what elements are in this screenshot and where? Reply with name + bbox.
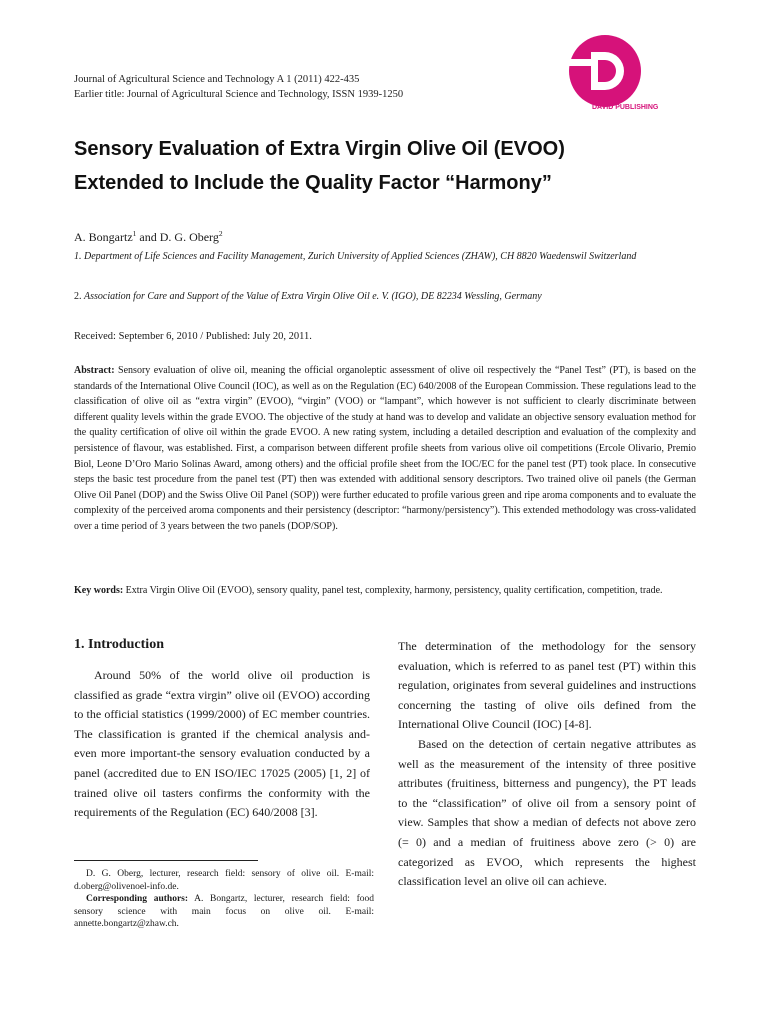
- author-2: D. G. Oberg: [159, 230, 219, 244]
- author-1: A. Bongartz: [74, 230, 133, 244]
- right-column: [398, 637, 696, 892]
- affiliation-2-text: Association for Care and Support of the Value of Extra Virgin Olive Oil e. V. (IGO), DE 82234 Wessling, Germany: [84, 291, 542, 302]
- footnote-1: D. G. Oberg, lecturer, research field: sensory of olive oil. E-mail: d.oberg@olivenoel-info.de.: [74, 869, 374, 892]
- affiliation-1: [74, 248, 698, 266]
- abstract-text: Sensory evaluation of olive oil, meaning the official organoleptic assessment of olive oil respectively the “Panel Test” (PT), is based on the standards of the International Olive Council (IOC), as well as on the Regulation (EC) 640/2008 of the European Commission. These regulations lead to the classification of olive oil as “extra virgin” (EVOO), “virgin” (VOO) or “lampant”, which however is not sufficient to clearly discriminate between different quality levels within the grade EVOO. The objective of the study at hand was to develop and validate an objective sensory evaluation method for the quality certification of olive oil within the grade EVOO. A new rating system, including a detailed description and evaluation of the complexity and persistence of flavour, was established. First, a comparison between different profile sheets from various olive oil competitions (Ercole Olivario, Premio Biol, Leone D’Oro Mario Solinas Award, among others) and the official profile sheet from the IOC/EC for the panel test (PT) took place. In consecutive steps the basic test procedure from the panel test (PT) then was extended with additional sensory descriptors. Two trained olive oil panels (the German Olive Oil Panel (DOP) and the Swiss Olive Oil Panel (SOP)) were further educated to profile various green and ripe aroma components and to evaluate the complexity of the perceived aroma components and their persistency (descriptor: “harmony/persistency”). This extended methodology was cross-validated over a time period of 3 years between the two panels (DOP/SOP).: [74, 365, 696, 532]
- footnote-2: [74, 893, 374, 931]
- keywords: [74, 583, 696, 599]
- footnote-divider: [74, 860, 258, 861]
- title-line-1: Sensory Evaluation of Extra Virgin Olive Oil (EVOO): [74, 138, 565, 160]
- received-published-dates: Received: September 6, 2010 / Published: July 20, 2011.: [74, 331, 312, 342]
- journal-citation: [74, 72, 403, 102]
- keywords-text: Extra Virgin Olive Oil (EVOO), sensory quality, panel test, complexity, harmony, persistency, quality certification, competition, trade.: [123, 585, 663, 596]
- footnote-2-text: A. Bongartz, lecturer, research field: food sensory science with main focus on olive oil. E-mail: annette.bongartz@zhaw.ch.: [74, 894, 374, 929]
- author-2-affiliation-mark: 2: [218, 229, 223, 238]
- footnotes: [74, 868, 374, 931]
- intro-paragraph-2: The determination of the methodology for the sensory evaluation, which is referred to as panel test (PT) within this regulation, originates from several guidelines and instructions concerning the tasting of olive oils defined from the International Olive Council (IOC) [4-8].: [398, 639, 696, 732]
- author-1-affiliation-mark: 1: [132, 229, 137, 238]
- intro-paragraph-1: Around 50% of the world olive oil production is classified as grade “extra virgin” olive oil (EVOO) according to the official statistics (1999/2000) of EC member countries. The classification is granted if the chemical analysis and-even more important-the sensory evaluation conducted by a panel (accredited due to EN ISO/IEC 17025 (2005) [1, 2] of trained olive oil tasters confirms the conformity with the requirements of the Regulation (EC) 640/2008 [3].: [74, 668, 370, 820]
- affiliation-2-number: 2.: [74, 291, 84, 302]
- journal-line-2: Earlier title: Journal of Agricultural Science and Technology, ISSN 1939-1250: [74, 89, 404, 100]
- section-heading-introduction: 1. Introduction: [74, 637, 164, 652]
- keywords-label: Key words:: [74, 585, 124, 596]
- david-publishing-logo-icon: [564, 34, 704, 114]
- abstract-label: Abstract:: [74, 365, 115, 376]
- abstract: [74, 363, 696, 535]
- author-conjunction: and: [136, 230, 160, 244]
- affiliation-1-text: 1. Department of Life Sciences and Facility Management, Zurich University of Applied Sciences (ZHAW), CH 8820 Waedenswil Switzerland: [74, 251, 637, 262]
- journal-line-1: Journal of Agricultural Science and Technology A 1 (2011) 422-435: [74, 74, 360, 85]
- author-list: [74, 229, 223, 245]
- affiliation-2: [74, 288, 698, 306]
- intro-paragraph-3: Based on the detection of certain negative attributes as well as the measurement of the intensity of three positive attributes (fruitiness, bitterness and pungency), the PT leads to the “classification” of olive oil from a sensory point of view. Samples that show a median of defects not above zero (= 0) and a median of fruitiness above zero (> 0) are categorized as EVOO, which represents the highest classification level an olive oil can achieve.: [398, 736, 696, 889]
- left-column: [74, 666, 370, 823]
- title-line-2: Extended to Include the Quality Factor “Harmony”: [74, 172, 552, 194]
- paper-title: [74, 132, 714, 200]
- footnote-2-label: Corresponding authors:: [86, 894, 189, 904]
- publisher-logo: [564, 34, 704, 114]
- logo-text: DAVID PUBLISHING: [592, 104, 659, 111]
